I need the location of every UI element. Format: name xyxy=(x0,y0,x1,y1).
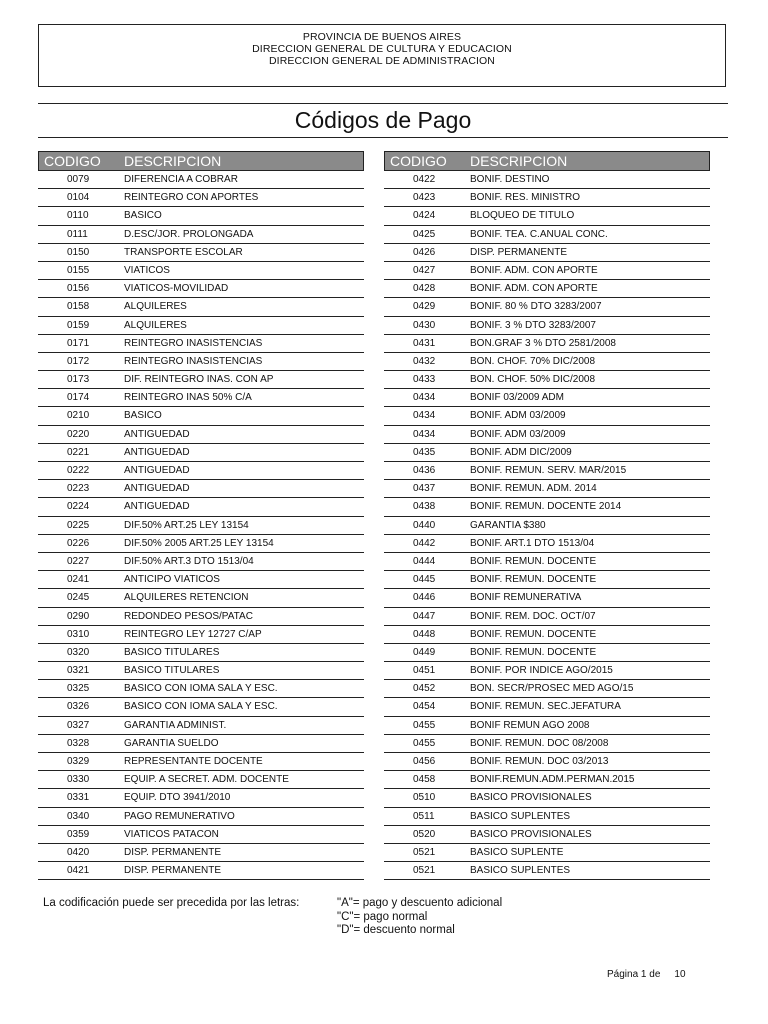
table-row xyxy=(384,280,710,298)
code-cell: 0449 xyxy=(413,646,436,658)
code-cell: 0434 xyxy=(413,428,436,440)
code-cell: 0221 xyxy=(67,446,90,458)
code-cell: 0320 xyxy=(67,646,90,658)
code-cell: 0223 xyxy=(67,483,90,495)
description-cell: REDONDEO PESOS/PATAC xyxy=(124,610,253,622)
code-cell: 0325 xyxy=(67,683,90,695)
table-row xyxy=(384,571,710,589)
table-row xyxy=(38,735,364,753)
description-cell: ANTICIPO VIATICOS xyxy=(124,574,220,586)
description-cell: BONIF. REMUN. DOC 03/2013 xyxy=(470,756,609,767)
description-cell: BASICO SUPLENTES xyxy=(470,810,571,822)
prefix-note-values xyxy=(337,897,502,938)
table-body-left xyxy=(38,171,364,880)
code-cell: 0226 xyxy=(67,537,90,549)
table-row xyxy=(384,698,710,716)
table-row xyxy=(38,717,364,735)
header-box xyxy=(38,24,726,87)
table-row xyxy=(384,317,710,335)
description-cell: REPRESENTANTE DOCENTE xyxy=(124,756,263,767)
title-band xyxy=(38,103,728,138)
table-row xyxy=(384,808,710,826)
table-row xyxy=(38,498,364,516)
code-cell: 0429 xyxy=(413,301,436,313)
table-row xyxy=(384,171,710,189)
table-row xyxy=(38,298,364,316)
description-cell: BASICO xyxy=(124,410,162,422)
code-cell: 0427 xyxy=(413,264,436,276)
table-row xyxy=(384,662,710,680)
code-cell: 0159 xyxy=(67,319,90,331)
code-cell: 0510 xyxy=(413,792,436,804)
column-header-code: CODIGO xyxy=(44,153,101,169)
code-cell: 0227 xyxy=(67,555,90,567)
table-row xyxy=(384,789,710,807)
code-cell: 0521 xyxy=(413,865,436,877)
codes-table-right xyxy=(384,151,710,880)
description-cell: BASICO SUPLENTE xyxy=(470,846,564,858)
table-header-left xyxy=(38,151,364,171)
description-cell: VIATICOS-MOVILIDAD xyxy=(124,283,229,295)
table-row xyxy=(384,262,710,280)
description-cell: BONIF. REMUN. ADM. 2014 xyxy=(470,483,597,495)
code-cell: 0454 xyxy=(413,701,436,713)
code-cell: 0452 xyxy=(413,683,436,695)
prefix-note-item: "A"= pago y descuento adicional xyxy=(337,897,503,909)
table-row xyxy=(384,771,710,789)
code-cell: 0421 xyxy=(67,865,90,877)
table-row xyxy=(384,226,710,244)
code-cell: 0245 xyxy=(67,592,90,604)
description-cell: BONIF REMUNERATIVA xyxy=(470,592,582,604)
description-cell: ANTIGUEDAD xyxy=(124,465,190,476)
table-row xyxy=(384,389,710,407)
code-cell: 0521 xyxy=(413,846,436,858)
code-cell: 0442 xyxy=(413,537,436,549)
description-cell: REINTEGRO CON APORTES xyxy=(124,192,259,204)
table-row xyxy=(384,335,710,353)
description-cell: BONIF. ART.1 DTO 1513/04 xyxy=(470,537,595,549)
table-header-right xyxy=(384,151,710,171)
table-row xyxy=(384,298,710,316)
table-row xyxy=(38,644,364,662)
codes-table-left xyxy=(38,151,364,880)
code-cell: 0511 xyxy=(413,810,435,822)
code-cell: 0150 xyxy=(67,246,90,258)
code-cell: 0331 xyxy=(67,792,90,804)
code-cell: 0446 xyxy=(413,592,436,604)
table-row xyxy=(38,789,364,807)
description-cell: DIF.50% ART.25 LEY 13154 xyxy=(124,519,249,531)
code-cell: 0104 xyxy=(67,192,90,204)
table-row xyxy=(384,426,710,444)
code-cell: 0437 xyxy=(413,483,436,495)
code-cell: 0359 xyxy=(67,828,90,840)
table-row xyxy=(384,644,710,662)
code-cell: 0172 xyxy=(67,355,90,367)
table-row xyxy=(384,553,710,571)
table-row xyxy=(38,753,364,771)
table-row xyxy=(38,317,364,335)
table-row xyxy=(384,517,710,535)
description-cell: BONIF. ADM. CON APORTE xyxy=(470,264,598,276)
code-cell: 0222 xyxy=(67,465,90,476)
description-cell: EQUIP. DTO 3941/2010 xyxy=(124,792,231,804)
description-cell: ANTIGUEDAD xyxy=(124,501,190,513)
description-cell: BONIF. REMUN. DOCENTE xyxy=(470,555,597,567)
code-cell: 0440 xyxy=(413,519,436,531)
table-row xyxy=(384,207,710,225)
description-cell: PAGO REMUNERATIVO xyxy=(124,810,235,822)
page-label: Página 1 de xyxy=(607,969,661,980)
code-cell: 0225 xyxy=(67,519,90,531)
description-cell: BASICO PROVISIONALES xyxy=(470,828,592,840)
table-row xyxy=(384,189,710,207)
description-cell: REINTEGRO INAS 50% C/A xyxy=(124,392,252,404)
table-row xyxy=(384,535,710,553)
code-cell: 0111 xyxy=(67,228,88,240)
description-cell: ALQUILERES xyxy=(124,319,187,331)
description-cell: BONIF. REMUN. DOCENTE xyxy=(470,574,597,586)
table-row xyxy=(38,680,364,698)
table-row xyxy=(38,280,364,298)
code-cell: 0422 xyxy=(413,174,436,185)
table-row xyxy=(384,244,710,262)
code-cell: 0079 xyxy=(67,174,90,185)
description-cell: BLOQUEO DE TITULO xyxy=(470,210,575,222)
table-row xyxy=(384,862,710,880)
table-row xyxy=(38,626,364,644)
table-row xyxy=(384,462,710,480)
description-cell: EQUIP. A SECRET. ADM. DOCENTE xyxy=(124,774,289,786)
prefix-note-label: La codificación puede ser precedida por las letras: xyxy=(43,897,300,909)
description-cell: BONIF.REMUN.ADM.PERMAN.2015 xyxy=(470,774,635,786)
description-cell: ANTIGUEDAD xyxy=(124,446,190,458)
description-cell: REINTEGRO INASISTENCIAS xyxy=(124,355,263,367)
code-cell: 0426 xyxy=(413,246,436,258)
table-row xyxy=(38,244,364,262)
description-cell: ANTIGUEDAD xyxy=(124,483,190,495)
table-row xyxy=(38,171,364,189)
code-cell: 0451 xyxy=(413,665,436,677)
code-cell: 0447 xyxy=(413,610,436,622)
description-cell: BASICO CON IOMA SALA Y ESC. xyxy=(124,683,278,695)
description-cell: ALQUILERES RETENCION xyxy=(124,592,249,604)
code-cell: 0220 xyxy=(67,428,90,440)
code-cell: 0436 xyxy=(413,465,436,476)
table-row xyxy=(38,826,364,844)
code-cell: 0420 xyxy=(67,846,90,858)
table-row xyxy=(38,808,364,826)
code-cell: 0458 xyxy=(413,774,436,786)
code-cell: 0210 xyxy=(67,410,90,422)
code-cell: 0434 xyxy=(413,410,436,422)
description-cell: BASICO TITULARES xyxy=(124,665,220,677)
description-cell: GARANTIA $380 xyxy=(470,519,546,531)
table-row xyxy=(384,608,710,626)
code-cell: 0110 xyxy=(67,210,89,222)
description-cell: BONIF. REMUN. DOC 08/2008 xyxy=(470,737,609,749)
table-row xyxy=(38,462,364,480)
description-cell: DISP. PERMANENTE xyxy=(470,246,568,258)
page-footer xyxy=(607,969,686,980)
table-row xyxy=(38,517,364,535)
table-row xyxy=(384,444,710,462)
table-row xyxy=(384,353,710,371)
table-row xyxy=(38,407,364,425)
description-cell: ALQUILERES xyxy=(124,301,187,313)
description-cell: VIATICOS PATACON xyxy=(124,828,219,840)
code-cell: 0155 xyxy=(67,264,90,276)
table-row xyxy=(38,353,364,371)
table-row xyxy=(384,680,710,698)
code-cell: 0329 xyxy=(67,756,90,767)
table-row xyxy=(384,717,710,735)
code-cell: 0156 xyxy=(67,283,90,295)
table-row xyxy=(38,608,364,626)
description-cell: BONIF. REMUN. SEC.JEFATURA xyxy=(470,701,621,713)
code-cell: 0290 xyxy=(67,610,90,622)
description-cell: DISP. PERMANENTE xyxy=(124,865,222,877)
code-cell: 0438 xyxy=(413,501,436,513)
code-cell: 0171 xyxy=(67,337,90,349)
description-cell: BON. CHOF. 50% DIC/2008 xyxy=(470,374,596,386)
code-cell: 0174 xyxy=(67,392,90,404)
description-cell: BONIF. 80 % DTO 3283/2007 xyxy=(470,301,602,313)
table-row xyxy=(38,589,364,607)
description-cell: TRANSPORTE ESCOLAR xyxy=(124,246,243,258)
column-header-description: DESCRIPCION xyxy=(470,153,568,169)
code-cell: 0430 xyxy=(413,319,436,331)
description-cell: BONIF. RES. MINISTRO xyxy=(470,192,581,204)
description-cell: BONIF. ADM DIC/2009 xyxy=(470,446,572,458)
table-row xyxy=(38,262,364,280)
code-cell: 0424 xyxy=(413,210,436,222)
description-cell: BASICO xyxy=(124,210,162,222)
description-cell: BONIF. ADM 03/2009 xyxy=(470,428,566,440)
table-row xyxy=(38,480,364,498)
description-cell: BASICO TITULARES xyxy=(124,646,220,658)
description-cell: BONIF. REM. DOC. OCT/07 xyxy=(470,610,596,622)
page-title: Códigos de Pago xyxy=(294,107,472,133)
code-cell: 0520 xyxy=(413,828,436,840)
code-cell: 0423 xyxy=(413,192,436,204)
code-cell: 0328 xyxy=(67,737,90,749)
code-cell: 0455 xyxy=(413,719,436,731)
code-cell: 0456 xyxy=(413,756,436,767)
code-cell: 0241 xyxy=(67,574,90,586)
header-line-direccion-cultura: DIRECCION GENERAL DE CULTURA Y EDUCACION xyxy=(252,43,512,55)
table-row xyxy=(384,498,710,516)
table-row xyxy=(38,662,364,680)
code-cell: 0158 xyxy=(67,301,90,313)
page-total: 10 xyxy=(674,969,686,980)
description-cell: BONIF 03/2009 ADM xyxy=(470,392,564,404)
code-cell: 0428 xyxy=(413,283,436,295)
header-line-province: PROVINCIA DE BUENOS AIRES xyxy=(302,31,462,43)
code-cell: 0432 xyxy=(413,355,436,367)
code-cell: 0433 xyxy=(413,374,436,386)
code-cell: 0327 xyxy=(67,719,90,731)
description-cell: BONIF. TEA. C.ANUAL CONC. xyxy=(470,228,608,240)
description-cell: BON. SECR/PROSEC MED AGO/15 xyxy=(470,683,634,695)
description-cell: GARANTIA SUELDO xyxy=(124,737,219,749)
code-cell: 0326 xyxy=(67,701,90,713)
table-row xyxy=(38,371,364,389)
description-cell: BONIF. REMUN. DOCENTE 2014 xyxy=(470,501,622,513)
description-cell: BASICO SUPLENTES xyxy=(470,865,571,877)
description-cell: DIF. REINTEGRO INAS. CON AP xyxy=(124,374,274,386)
table-row xyxy=(384,753,710,771)
table-row xyxy=(38,444,364,462)
column-header-code: CODIGO xyxy=(390,153,447,169)
table-row xyxy=(38,771,364,789)
table-row xyxy=(38,335,364,353)
description-cell: BONIF. ADM 03/2009 xyxy=(470,410,566,422)
table-row xyxy=(384,371,710,389)
code-cell: 0455 xyxy=(413,737,436,749)
table-body-right xyxy=(384,171,710,880)
table-row xyxy=(38,698,364,716)
description-cell: DIF.50% ART.3 DTO 1513/04 xyxy=(124,555,254,567)
description-cell: BASICO CON IOMA SALA Y ESC. xyxy=(124,701,278,713)
table-row xyxy=(38,553,364,571)
description-cell: ANTIGUEDAD xyxy=(124,428,190,440)
description-cell: BONIF. 3 % DTO 3283/2007 xyxy=(470,319,596,331)
code-cell: 0224 xyxy=(67,501,90,513)
code-cell: 0431 xyxy=(413,337,436,349)
code-cell: 0330 xyxy=(67,774,90,786)
table-row xyxy=(384,844,710,862)
description-cell: REINTEGRO LEY 12727 C/AP xyxy=(124,628,262,640)
table-row xyxy=(38,535,364,553)
header-line-direccion-administracion: DIRECCION GENERAL DE ADMINISTRACION xyxy=(269,55,495,67)
table-row xyxy=(384,589,710,607)
table-row xyxy=(384,826,710,844)
table-row xyxy=(384,480,710,498)
description-cell: DIF.50% 2005 ART.25 LEY 13154 xyxy=(124,537,274,549)
description-cell: BONIF. REMUN. SERV. MAR/2015 xyxy=(470,465,627,476)
table-row xyxy=(38,207,364,225)
description-cell: D.ESC/JOR. PROLONGADA xyxy=(124,228,254,240)
description-cell: BONIF REMUN AGO 2008 xyxy=(470,719,590,731)
description-cell: BONIF. REMUN. DOCENTE xyxy=(470,628,597,640)
table-row xyxy=(384,735,710,753)
prefix-note-item: "C"= pago normal xyxy=(337,910,428,923)
description-cell: BONIF. ADM. CON APORTE xyxy=(470,283,598,295)
code-cell: 0425 xyxy=(413,228,436,240)
table-row xyxy=(38,226,364,244)
description-cell: BONIF. DESTINO xyxy=(470,174,550,185)
prefix-note-item: "D"= descuento normal xyxy=(337,924,455,936)
table-row xyxy=(38,844,364,862)
description-cell: BONIF. REMUN. DOCENTE xyxy=(470,646,597,658)
description-cell: BONIF. POR INDICE AGO/2015 xyxy=(470,665,613,677)
description-cell: GARANTIA ADMINIST. xyxy=(124,719,227,731)
code-cell: 0310 xyxy=(67,628,90,640)
table-row xyxy=(38,426,364,444)
code-cell: 0340 xyxy=(67,810,90,822)
code-cell: 0444 xyxy=(413,555,436,567)
table-row xyxy=(384,407,710,425)
table-row xyxy=(38,389,364,407)
description-cell: DISP. PERMANENTE xyxy=(124,846,222,858)
column-header-description: DESCRIPCION xyxy=(124,153,222,169)
table-row xyxy=(38,862,364,880)
table-row xyxy=(384,626,710,644)
code-cell: 0173 xyxy=(67,374,90,386)
table-row xyxy=(38,189,364,207)
code-cell: 0321 xyxy=(67,665,90,677)
code-cell: 0448 xyxy=(413,628,436,640)
description-cell: VIATICOS xyxy=(124,264,170,276)
table-row xyxy=(38,571,364,589)
description-cell: REINTEGRO INASISTENCIAS xyxy=(124,337,263,349)
description-cell: BASICO PROVISIONALES xyxy=(470,792,592,804)
code-cell: 0434 xyxy=(413,392,436,404)
description-cell: BON.GRAF 3 % DTO 2581/2008 xyxy=(470,337,616,349)
description-cell: DIFERENCIA A COBRAR xyxy=(124,174,238,185)
code-cell: 0445 xyxy=(413,574,436,586)
code-cell: 0435 xyxy=(413,446,436,458)
description-cell: BON. CHOF. 70% DIC/2008 xyxy=(470,355,596,367)
